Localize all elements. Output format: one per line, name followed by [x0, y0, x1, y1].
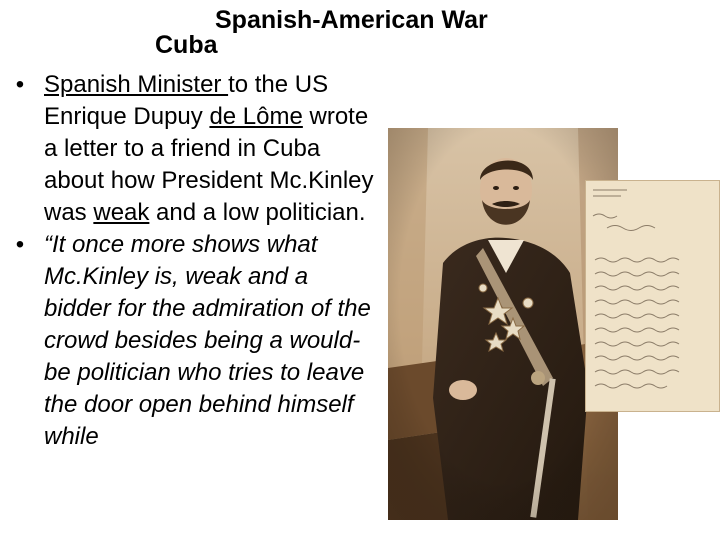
- bullet-1-part-5: weak: [93, 199, 150, 226]
- bullet-item-1: [10, 69, 380, 229]
- handwritten-letter-image: [585, 180, 720, 412]
- slide-subtitle: Cuba: [155, 31, 218, 59]
- bullet-list: [10, 69, 380, 453]
- bullet-1-part-6: and a low politician.: [149, 199, 366, 226]
- bullet-item-2: [10, 229, 380, 453]
- bullet-dot-icon: •: [15, 71, 25, 98]
- bullet-1-text: [44, 71, 374, 226]
- sepia-portrait-photo: [388, 128, 618, 520]
- bullet-2-text: “It once more shows what Mc.Kinley is, weak and a bidder for the admiration of the crowd besides being a would-be politician who tries to leave the door open behind himself while: [44, 231, 371, 450]
- bullet-1-part-3: de Lôme: [209, 103, 303, 130]
- bullet-1-part-4: wrote a letter to a friend in Cuba about how President Mc.Kinley was: [44, 103, 374, 226]
- slide-title: Spanish-American War: [215, 6, 488, 34]
- bullet-1-part-1: Spanish Minister: [44, 71, 229, 98]
- bullet-dot-icon: •: [15, 231, 25, 258]
- bullet-1-part-2: to the US Enrique Dupuy: [44, 71, 329, 130]
